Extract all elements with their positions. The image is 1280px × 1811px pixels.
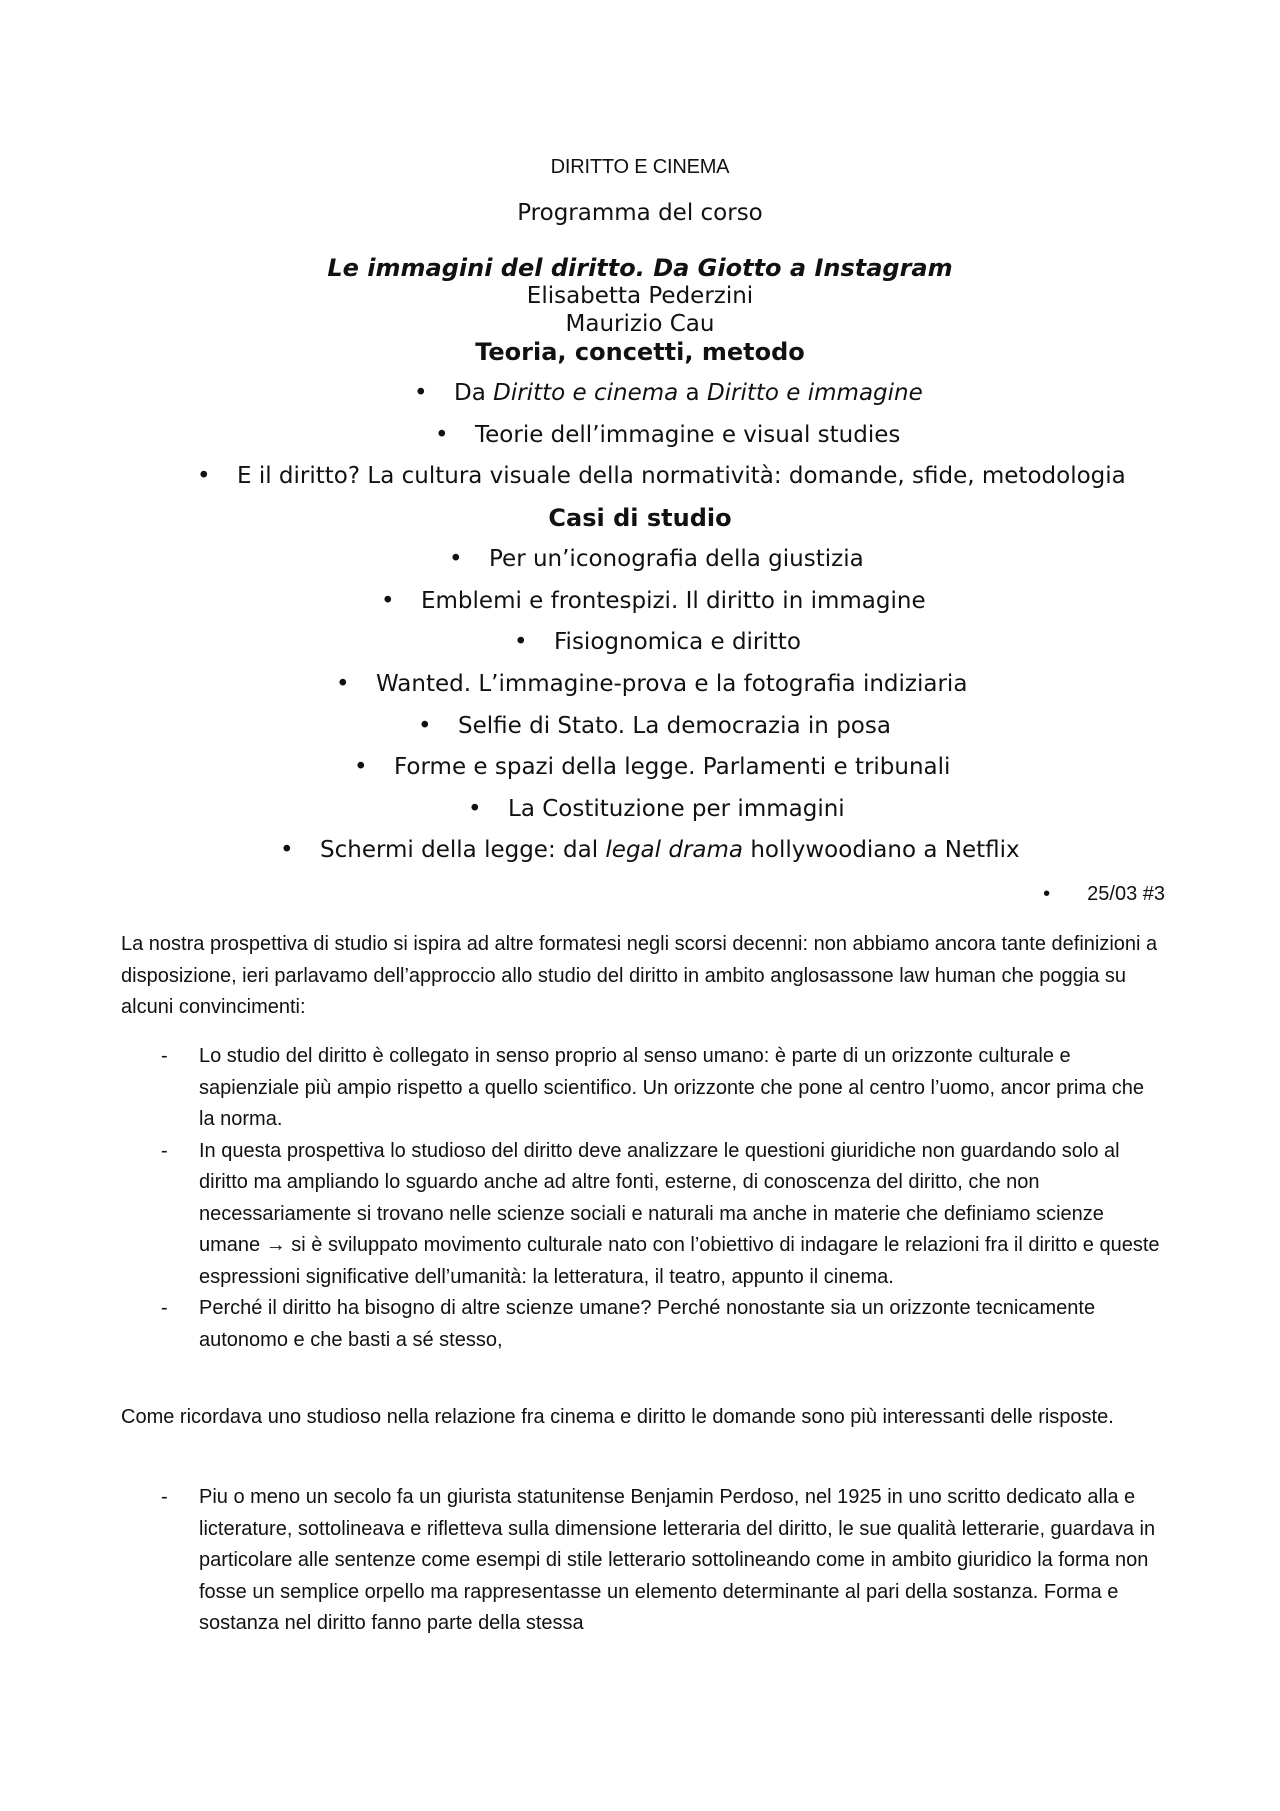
dash-list	[121, 1041, 1161, 1356]
section-heading-theory: Teoria, concetti, metodo	[475, 338, 805, 366]
bullet-item: • Fisiognomica e diritto	[514, 629, 801, 655]
bullet-item: • La Costituzione per immagini	[468, 796, 845, 822]
dash-list	[121, 1482, 1161, 1640]
bullet-dot: •	[468, 796, 482, 822]
bullet-item: • E il diritto? La cultura visuale della normatività: domande, sfide, metodologia	[197, 463, 1126, 489]
bullet-dot: •	[514, 629, 528, 655]
bullet-dot: •	[354, 754, 368, 780]
bullet-dot: •	[449, 546, 463, 572]
bullet-dot: •	[414, 380, 428, 406]
bullet-item: • Emblemi e frontespizi. Il diritto in immagine	[381, 588, 926, 614]
list-item: - In questa prospettiva lo studioso del diritto deve analizzare le questioni giuridiche non guardando solo al diritto ma ampliando lo sguardo anche ad altre fonti, esterne, di conoscenza del diritto, che non necessariamente si trovano nelle scienze sociali e naturali ma anche in materie che definiamo scienze umane → si è sviluppato movimento culturale nato con l’obiettivo di indagare le relazioni fra il diritto e queste espressioni significative dell’umanità: la letteratura, il teatro, appunto il cinema.	[121, 1136, 1161, 1294]
arrow-icon: →	[265, 1234, 286, 1256]
bullet-dot: •	[435, 422, 449, 448]
list-item: - Perché il diritto ha bisogno di altre scienze umane? Perché nonostante sia un orizzonte tecnicamente autonomo e che basti a sé stesso,	[121, 1293, 1161, 1356]
course-title: Le immagini del diritto. Da Giotto a Instagram	[327, 254, 953, 282]
bullet-dot: •	[280, 837, 294, 863]
bullet-dot: •	[336, 671, 350, 697]
section-heading-case-studies: Casi di studio	[548, 504, 732, 532]
bullet-dot: •	[381, 588, 395, 614]
bullet-item: • Da Diritto e cinema a Diritto e immagine	[414, 380, 923, 406]
author-2: Maurizio Cau	[565, 311, 715, 337]
list-dash: -	[161, 1045, 168, 1067]
list-dash: -	[161, 1486, 168, 1508]
paragraph: Come ricordava uno studioso nella relazione fra cinema e diritto le domande sono più interessanti delle risposte.	[121, 1406, 1114, 1428]
paragraph: La nostra prospettiva di studio si ispira ad altre formatesi negli scorsi decenni: non abbiamo ancora tante definizioni a disposizione, ieri parlavamo dell’approccio allo studio del diritto in ambito anglosassone law human che poggia su alcuni convincimenti:	[121, 933, 1158, 1018]
bullet-dot: •	[197, 463, 211, 489]
date-note: • 25/03 #3	[1043, 883, 1165, 905]
bullet-item: • Wanted. L’immagine-prova e la fotografia indiziaria	[336, 671, 968, 697]
bullet-dot: •	[418, 713, 432, 739]
bullet-item: • Per un’iconografia della giustizia	[449, 546, 864, 572]
bullet-item: • Teorie dell’immagine e visual studies	[435, 422, 901, 448]
program-subtitle: Programma del corso	[517, 200, 763, 226]
bullet-dot: •	[1043, 883, 1051, 905]
list-dash: -	[161, 1297, 168, 1319]
course-name: DIRITTO E CINEMA	[550, 156, 730, 178]
bullet-item: • Forme e spazi della legge. Parlamenti e tribunali	[354, 754, 951, 780]
list-dash: -	[161, 1139, 168, 1162]
list-item: - Piu o meno un secolo fa un giurista statunitense Benjamin Perdoso, nel 1925 in uno scritto dedicato alla e licterature, sottolineava e rifletteva sulla dimensione letteraria del diritto, le sue qualità letterarie, guardava in particolare alle sentenze come esempi di stile letterario sottolineando come in ambito giuridico la forma non fosse un semplice orpello ma rappresentasse un elemento determinante al pari della sostanza. Forma e sostanza nel diritto fanno parte della stessa	[121, 1482, 1161, 1640]
list-item: - Lo studio del diritto è collegato in senso proprio al senso umano: è parte di un orizzonte culturale e sapienziale più ampio rispetto a quello scientifico. Un orizzonte che pone al centro l’uomo, ancor prima che la norma.	[121, 1041, 1161, 1136]
author-1: Elisabetta Pederzini	[526, 283, 754, 309]
bullet-item: • Selfie di Stato. La democrazia in posa	[418, 713, 891, 739]
bullet-item: • Schermi della legge: dal legal drama hollywoodiano a Netflix	[280, 837, 1020, 863]
